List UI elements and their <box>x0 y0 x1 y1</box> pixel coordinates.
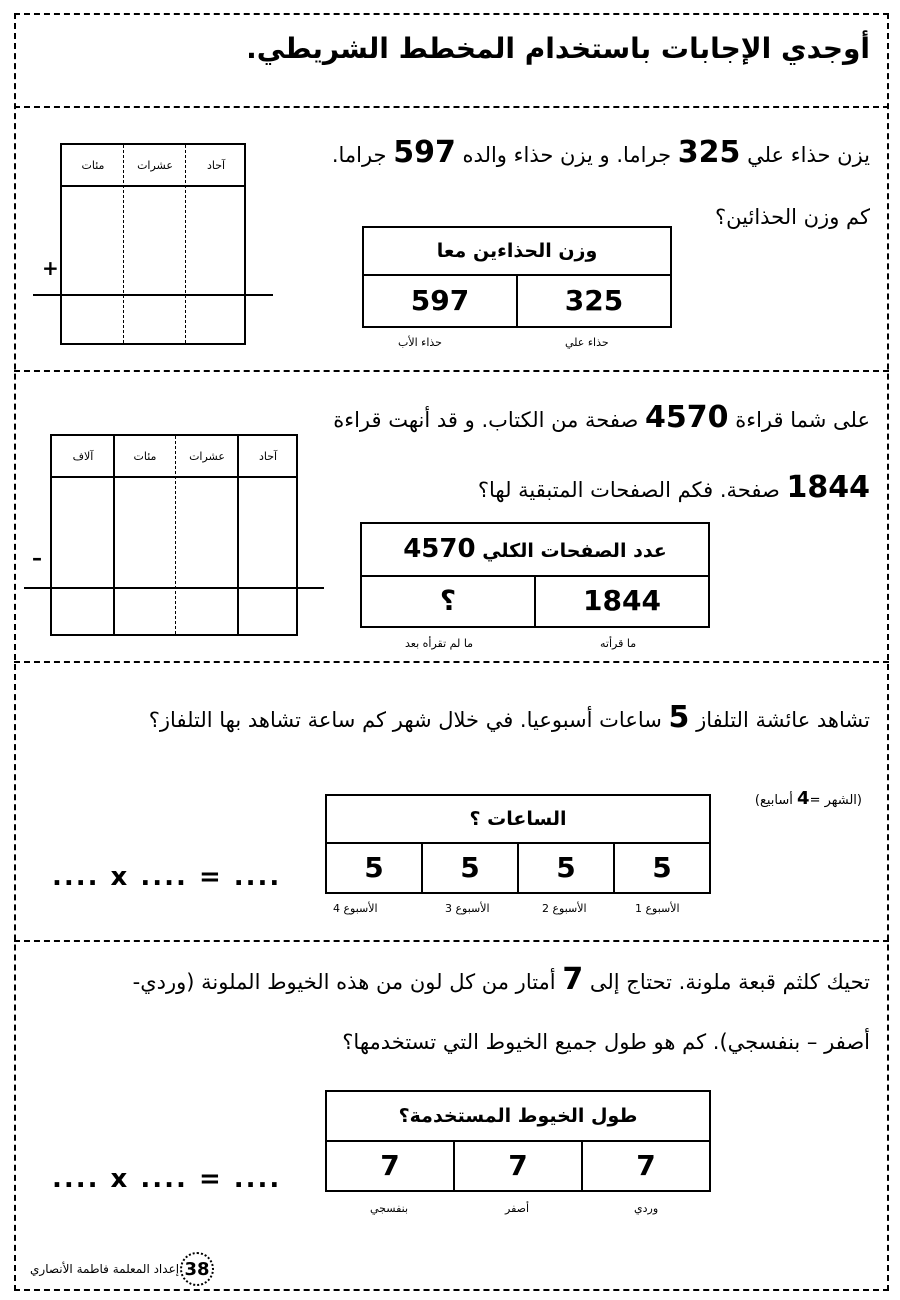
q2-line1 <box>333 400 870 435</box>
q1-cell-father: 597 <box>410 283 470 317</box>
section-divider <box>14 370 889 372</box>
footer-credit: إعداد المعلمة فاطمة الأنصاري <box>30 1262 180 1276</box>
q2-difference-line <box>24 587 324 589</box>
q1-label-ali: حذاء علي <box>565 336 609 349</box>
q2-line2 <box>478 470 870 505</box>
q3-label-week2: الأسبوع 2 <box>542 902 587 915</box>
q2-bar-title-number: 4570 <box>403 534 476 564</box>
q2-number2: 1844 <box>786 470 870 505</box>
q3-bar-title: الساعات ؟ <box>327 796 709 844</box>
q3-note-a: (الشهر = <box>809 793 862 808</box>
q2-header-tens: عشرات <box>189 450 225 463</box>
q1-header-hundreds: مئات <box>81 159 105 172</box>
q3-number: 5 <box>668 700 690 735</box>
q2-bar-title <box>362 524 708 577</box>
q2-bar-title-text: عدد الصفحات الكلي <box>482 540 667 562</box>
q1-number2: 597 <box>393 135 456 170</box>
page-title: أوجدي الإجابات باستخدام المخطط الشريطي. <box>246 32 870 65</box>
q4-line2: أصفر – بنفسجي). كم هو طول جميع الخيوط التي تستخدمها؟ <box>342 1030 870 1054</box>
q2-text-c: صفحة. فكم الصفحات المتبقية لها؟ <box>477 478 780 502</box>
q1-text-a: يزن حذاء علي <box>747 143 870 167</box>
q1-label-father: حذاء الأب <box>398 336 442 349</box>
q1-cell-ali: 325 <box>516 274 670 326</box>
page-number-badge: 38 <box>180 1252 214 1286</box>
q3-note-b: أسابيع) <box>754 793 793 808</box>
q3-text-b: ساعات أسبوعيا. في خلال شهر كم ساعة تشاهد بها التلفاز؟ <box>148 708 662 732</box>
q3-text-a: تشاهد عائشة التلفاز <box>696 708 870 732</box>
q3-label-week1: الأسبوع 1 <box>635 902 680 915</box>
q3-cell-week1: 5 <box>613 842 709 892</box>
q4-line1 <box>133 962 870 997</box>
q4-text-b: أمتار من كل لون من هذه الخيوط الملونة (وردي- <box>132 970 556 994</box>
q4-cell-yellow: 7 <box>453 1140 581 1190</box>
q2-label-read: ما قرأته <box>600 637 637 650</box>
q3-note <box>755 788 862 809</box>
q1-place-value-table <box>60 143 246 345</box>
q3-line1 <box>149 700 870 735</box>
q4-cell-pink: 7 <box>581 1140 709 1190</box>
q3-note-number: 4 <box>797 788 810 809</box>
q4-text-a: تحيك كلثم قبعة ملونة. تحتاج إلى <box>589 970 870 994</box>
q1-sum-line <box>33 294 273 296</box>
q1-text-b: جراما. و يزن حذاء والده <box>462 143 672 167</box>
q4-number: 7 <box>562 962 584 997</box>
q1-bar-model <box>362 226 672 328</box>
q1-line1 <box>332 135 870 170</box>
q2-number1: 4570 <box>645 400 729 435</box>
q2-label-remaining: ما لم تقرأه بعد <box>405 637 474 650</box>
q2-minus-sign: – <box>32 546 42 570</box>
q2-text-a: على شما قراءة <box>735 408 870 432</box>
q4-label-pink: وردي <box>634 1202 659 1215</box>
q4-bar-title: طول الخيوط المستخدمة؟ <box>327 1092 709 1142</box>
q1-number1: 325 <box>677 135 741 170</box>
q4-cell-purple: 7 <box>380 1148 400 1182</box>
q2-place-value-table <box>50 434 298 636</box>
q3-label-week3: الأسبوع 3 <box>445 902 490 915</box>
q3-bar-model <box>325 794 711 894</box>
q4-equation: .... x .... = .... <box>52 1164 282 1194</box>
q1-text-c: جراما. <box>331 143 387 167</box>
q1-plus-sign: + <box>42 256 59 280</box>
q3-label-week4: الأسبوع 4 <box>333 902 378 915</box>
q2-header-thousands: آلاف <box>72 450 94 463</box>
section-divider <box>14 661 889 663</box>
q1-header-ones: آحاد <box>206 159 226 172</box>
q4-bar-model <box>325 1090 711 1192</box>
section-divider <box>14 940 889 942</box>
q3-cell-week3: 5 <box>421 842 517 892</box>
q3-cell-week4: 5 <box>364 850 384 884</box>
q1-bar-title: وزن الحذاءين معا <box>364 228 670 276</box>
q4-label-yellow: أصفر <box>505 1202 530 1215</box>
q1-header-tens: عشرات <box>137 159 173 172</box>
q2-cell-read: 1844 <box>534 575 708 626</box>
q2-header-hundreds: مئات <box>133 450 157 463</box>
q3-cell-week2: 5 <box>517 842 613 892</box>
q2-text-b: صفحة من الكتاب. و قد أنهت قراءة <box>333 408 639 432</box>
q3-equation: .... x .... = .... <box>52 862 282 892</box>
q2-cell-remaining: ؟ <box>439 584 457 617</box>
q4-label-purple: بنفسجي <box>370 1202 409 1215</box>
q1-question: كم وزن الحذائين؟ <box>715 205 870 229</box>
q2-header-ones: آحاد <box>258 450 278 463</box>
q2-bar-model <box>360 522 710 628</box>
section-divider <box>14 106 889 108</box>
